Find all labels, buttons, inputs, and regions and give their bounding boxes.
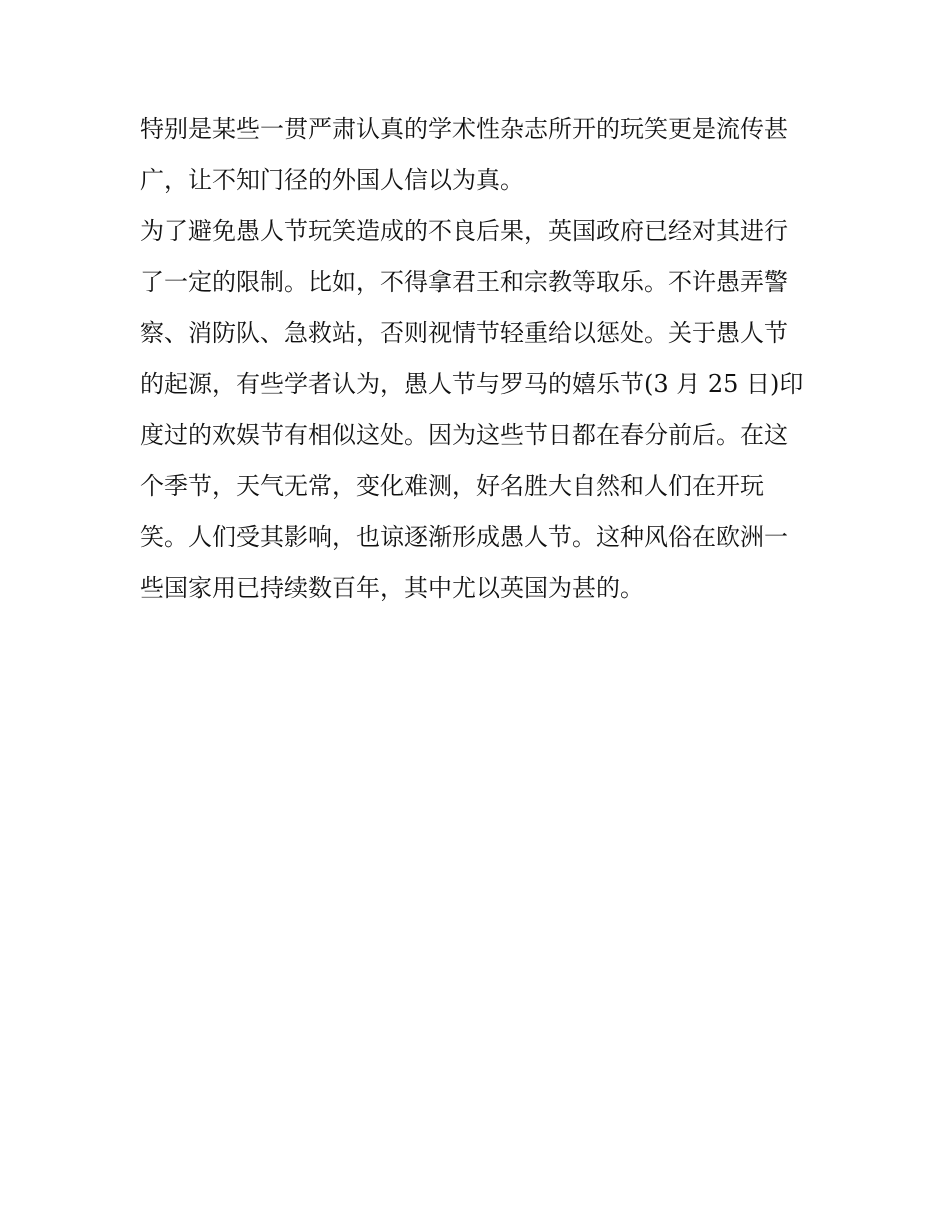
text-line: 笑。人们受其影响，也谅逐渐形成愚人节。这种风俗在欧洲一 (140, 523, 788, 551)
text-line: 为了避免愚人节玩笑造成的不良后果，英国政府已经对其进行 (140, 217, 788, 245)
text-line: 些国家用已持续数百年，其中尤以英国为甚的。 (140, 574, 644, 602)
text-line: 察、消防队、急救站，否则视情节轻重给以惩处。关于愚人节 (140, 319, 788, 347)
body-text (140, 104, 830, 614)
text-line: 的起源，有些学者认为，愚人节与罗马的嬉乐节(3 月 25 日)印 (140, 370, 804, 398)
text-line: 特别是某些一贯严肃认真的学术性杂志所开的玩笑更是流传甚 (140, 115, 788, 143)
text-line: 个季节，天气无常，变化难测，好名胜大自然和人们在开玩 (140, 472, 764, 500)
text-line: 了一定的限制。比如，不得拿君王和宗教等取乐。不许愚弄警 (140, 268, 788, 296)
text-line: 广，让不知门径的外国人信以为真。 (140, 166, 524, 194)
text-line: 度过的欢娱节有相似这处。因为这些节日都在春分前后。在这 (140, 421, 788, 449)
